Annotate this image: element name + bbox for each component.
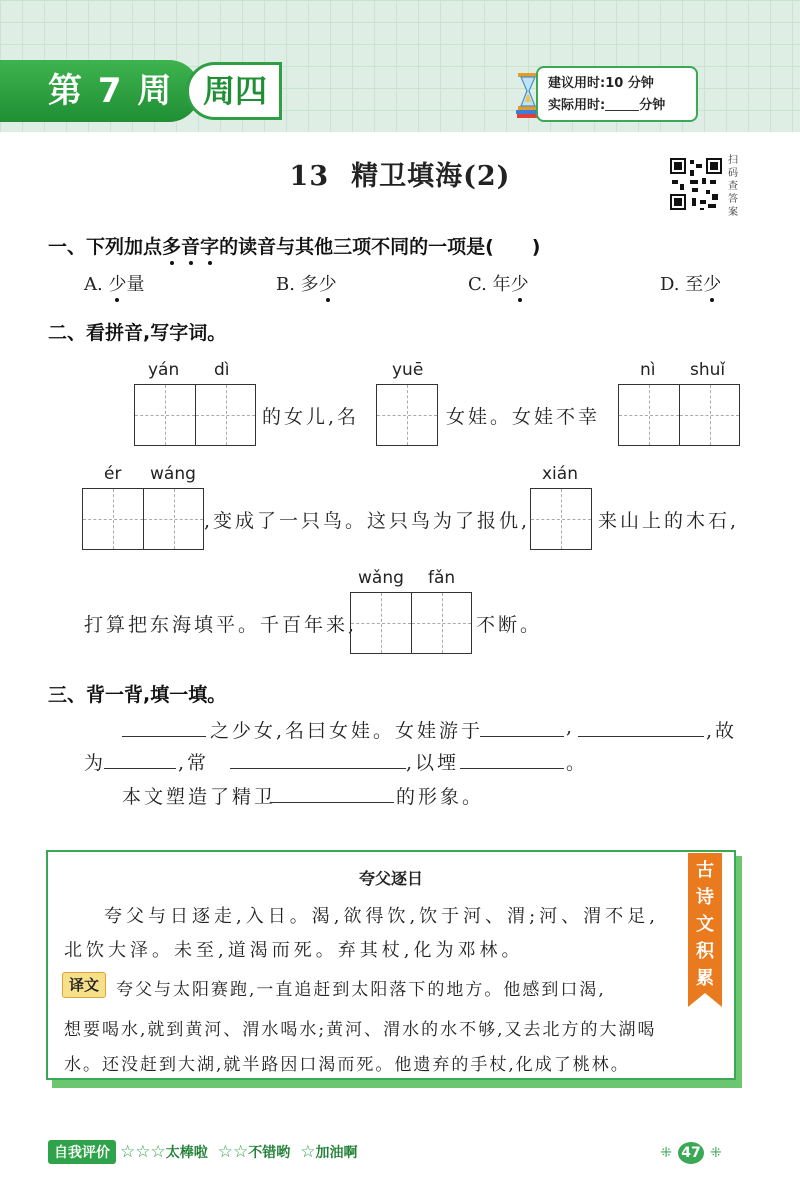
sentence-text: 。 <box>566 752 589 774</box>
pinyin-label: ér <box>104 464 122 484</box>
fill-blank[interactable] <box>104 767 176 769</box>
option-a[interactable]: A. 少量 <box>84 274 145 295</box>
translation-line: 夸父与太阳赛跑,一直追赶到太阳落下的地方。他感到口渴, <box>116 980 606 1000</box>
fill-blank[interactable] <box>122 735 206 737</box>
page-number: ⁜ 47 ⁜ <box>646 1140 736 1166</box>
fill-blank[interactable] <box>480 735 564 737</box>
poem-line: 北饮大泽。未至,道渴而死。弃其杖,化为邓林。 <box>64 940 524 961</box>
suggested-time: 建议用时:10 分钟 <box>548 76 654 91</box>
option-b[interactable]: B. 多少 <box>276 274 337 295</box>
page-header <box>0 0 800 132</box>
sentence-text: 为 <box>84 752 107 774</box>
sentence-text: 的形象。 <box>396 786 485 808</box>
pinyin-label: fǎn <box>428 568 456 588</box>
writing-grid[interactable] <box>530 488 592 550</box>
sentence-text: ,故 <box>706 720 738 742</box>
accumulation-ribbon: 古 诗 文 积 累 <box>688 853 722 993</box>
week-label: 第 7 周 <box>0 60 200 122</box>
actual-time: 实际用时: 分钟 <box>548 98 666 113</box>
qr-code-icon[interactable] <box>668 156 724 212</box>
pinyin-label: wǎng <box>358 568 404 588</box>
fill-blank[interactable] <box>270 801 394 803</box>
day-label: 周四 <box>186 62 282 120</box>
lesson-number: 13 <box>289 161 330 192</box>
sentence-text: , <box>566 716 576 738</box>
pinyin-label: dì <box>214 360 230 380</box>
sentence-text: 的女儿,名 <box>262 406 360 428</box>
question-2-heading: 二、看拼音,写字词。 <box>48 322 227 344</box>
ornament-icon: ⁜ <box>660 1145 672 1161</box>
actual-time-blank[interactable] <box>605 97 639 111</box>
poem-line: 夸父与日逐走,入日。渴,欲得饮,饮于河、渭;河、渭不足, <box>104 906 659 927</box>
fill-blank[interactable] <box>230 767 406 769</box>
option-c[interactable]: C. 年少 <box>468 274 529 295</box>
poem-title: 夸父逐日 <box>358 869 423 888</box>
sentence-text: ,变成了一只鸟。这只鸟为了报仇, <box>204 510 531 532</box>
question-1-heading: 一、下列加点多音字的读音与其他三项不同的一项是( ) <box>48 236 541 258</box>
fill-blank[interactable] <box>578 735 704 737</box>
translation-line: 想要喝水,就到黄河、渭水喝水;黄河、渭水的水不够,又去北方的大湖喝 <box>64 1020 657 1040</box>
lesson-title: 精卫填海(2) <box>351 161 511 192</box>
self-eval-label: 自我评价 <box>48 1140 116 1164</box>
sentence-text: ,常 <box>178 752 210 774</box>
level-great: 太棒啦 <box>165 1145 208 1161</box>
writing-grid[interactable] <box>618 384 740 446</box>
qr-caption: 扫 码 查 答 案 <box>728 155 738 218</box>
pinyin-label: shuǐ <box>690 360 726 380</box>
sentence-text: 打算把东海填平。千百年来, <box>84 614 358 636</box>
sentence-text: 女娃。女娃不幸 <box>446 406 601 428</box>
option-d[interactable]: D. 至少 <box>660 274 722 295</box>
writing-grid[interactable] <box>376 384 438 446</box>
star-icon[interactable]: ☆☆ <box>217 1142 249 1162</box>
translation-label: 译文 <box>62 972 106 998</box>
pinyin-label: xián <box>542 464 578 484</box>
writing-grid[interactable] <box>82 488 204 550</box>
time-box <box>536 66 698 122</box>
question-3-heading: 三、背一背,填一填。 <box>48 684 227 706</box>
level-keep-going: 加油啊 <box>315 1145 358 1161</box>
sentence-text: 来山上的木石, <box>598 510 740 532</box>
ornament-icon: ⁜ <box>710 1145 722 1161</box>
translation-line: 水。还没赶到大湖,就半路因口渴而死。他遗弃的手杖,化成了桃林。 <box>64 1055 630 1075</box>
fill-blank[interactable] <box>460 767 564 769</box>
pinyin-label: yuē <box>392 360 424 380</box>
writing-grid[interactable] <box>350 592 472 654</box>
star-icon[interactable]: ☆☆☆ <box>120 1142 166 1162</box>
pinyin-label: nì <box>640 360 656 380</box>
pinyin-label: yán <box>148 360 180 380</box>
sentence-text: 本文塑造了精卫 <box>122 786 277 808</box>
self-evaluation <box>48 1140 367 1164</box>
sentence-text: 之少女,名曰女娃。女娃游于 <box>210 720 484 742</box>
level-good: 不错哟 <box>248 1145 291 1161</box>
writing-grid[interactable] <box>134 384 256 446</box>
star-icon[interactable]: ☆ <box>300 1142 316 1162</box>
pinyin-label: wáng <box>150 464 196 484</box>
sentence-text: ,以堙 <box>406 752 460 774</box>
sentence-text: 不断。 <box>476 614 543 636</box>
